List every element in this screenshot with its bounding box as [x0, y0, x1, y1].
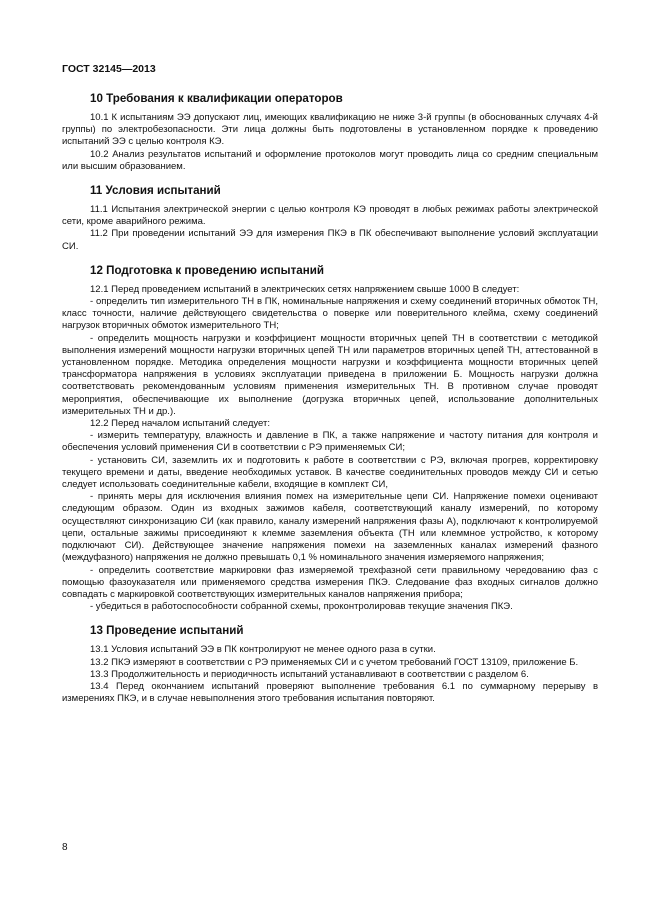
section-10 [62, 92, 598, 173]
list-item: - определить мощность нагрузки и коэффициент мощности вторичных цепей ТН в соответствии с методикой выполнения измерений мощности нагрузки вторичных цепей ТН или параметров вторичных цепей ТН, аттестованной в установленном порядке. Методика определения мощности нагрузки и коэффициента мощности вторичных цепей трансформатора напряжения в условиях эксплуатации приведена в приложении Б. Мощность нагрузки должна соответствовать рекомендованным условиям применения измерительных ТН. В противном случае проводят мероприятия, обеспечивающие их выполнение (догрузка вторичных цепей, использование дополнительных измерительных ТН и др.). [62, 332, 598, 417]
paragraph: 12.2 Перед началом испытаний следует: [90, 418, 271, 430]
paragraph: 13.3 Продолжительность и периодичность испытаний устанавливают в соответствии с разделом 6. [90, 668, 529, 680]
list-item: - убедиться в работоспособности собранной схемы, проконтролировав текущие значения ПКЭ. [90, 601, 513, 613]
paragraph: 10.2 Анализ результатов испытаний и оформление протоколов могут проводить лица со средним специальным или высшим образованием. [62, 148, 598, 172]
paragraph: 13.4 Перед окончанием испытаний проверяют выполнение требования 6.1 по суммарному перерыву в измерениях ПКЭ, и в случае невыполнения этого требования испытания повторяют. [62, 680, 598, 705]
section-title: 13 Проведение испытаний [90, 624, 244, 638]
list-item: - установить СИ, заземлить их и подготовить к работе в соответствии с РЭ, включая прогрев, корректировку текущего времени и даты, введение необходимых уставок. В качестве соединительных проводов между СИ и сетью следует использовать соединительные кабели, входящие в комплект СИ, [62, 454, 598, 491]
paragraph: 11.2 При проведении испытаний ЭЭ для измерения ПКЭ в ПК обеспечивают выполнение условий эксплуатации СИ. [62, 228, 598, 252]
paragraph: 13.1 Условия испытаний ЭЭ в ПК контролируют не менее одного раза в сутки. [90, 644, 436, 656]
section-title: 10 Требования к квалификации операторов [90, 92, 343, 105]
paragraph: 11.1 Испытания электрической энергии с целью контроля КЭ проводят в любых режимах работы электрической сети, кроме аварийного режима. [62, 204, 598, 228]
section-title: 11 Условия испытаний [90, 184, 221, 198]
section-13 [62, 624, 598, 705]
paragraph: 13.2 ПКЭ измеряют в соответствии с РЭ применяемых СИ и с учетом требований ГОСТ 13109, приложение Б. [90, 656, 579, 668]
list-item: - измерить температуру, влажность и давление в ПК, а также напряжение и частоту питания для контроля и обеспечения условий применения СИ в соответствии с РЭ применяемых СИ; [62, 430, 598, 454]
section-12 [62, 264, 598, 613]
section-11 [62, 184, 598, 253]
list-item: - определить соответствие маркировки фаз измеряемой трехфазной сети правильному чередованию фаз с помощью фазоуказателя или применяемого средства измерения ПКЭ. Следование фаз входных сигналов должно совпадать с маркировкой соответствующих измерительных каналов напряжения прибора; [62, 564, 598, 600]
paragraph: 12.1 Перед проведением испытаний в электрических сетях напряжением свыше 1000 В следует: [90, 283, 520, 295]
paragraph: 10.1 К испытаниям ЭЭ допускают лиц, имеющих квалификацию не ниже 3-й группы (в обоснованных случаях 4-й группы) по электробезопасности. Эти лица должны быть подготовлены в установленном порядке к проведению испытаний ЭЭ с целью контроля КЭ. [62, 112, 598, 148]
document-header: ГОСТ 32145—2013 [62, 63, 156, 75]
page-number: 8 [62, 842, 68, 853]
section-title: 12 Подготовка к проведению испытаний [90, 263, 324, 277]
list-item: - определить тип измерительного ТН в ПК, номинальные напряжения и схему соединений вторичных обмоток ТН, класс точности, наличие действующего свидетельства о поверке или поверительного клейма, схему соединений нагрузок вторичных обмоток измерительного ТН; [62, 296, 598, 332]
list-item: - принять меры для исключения влияния помех на измерительные цепи СИ. Напряжение помехи оценивают следующим образом. Один из входных зажимов кабеля, соответствующий каналу измерений, по которому осуществляют синхронизацию СИ (как правило, каналу измерений напряжения фазы А), подключают к контролируемой цепи, остальные зажимы присоединяют к клемме заземления объекта (ТН или клеммное устройство, к которому подключают СИ). Действующее значение напряжения помехи на заземленных каналах измерений фазного (междуфазного) напряжения не должно превышать 0,1 % номинального значения измеряемого напряжения; [62, 491, 598, 564]
document-body [62, 92, 598, 716]
